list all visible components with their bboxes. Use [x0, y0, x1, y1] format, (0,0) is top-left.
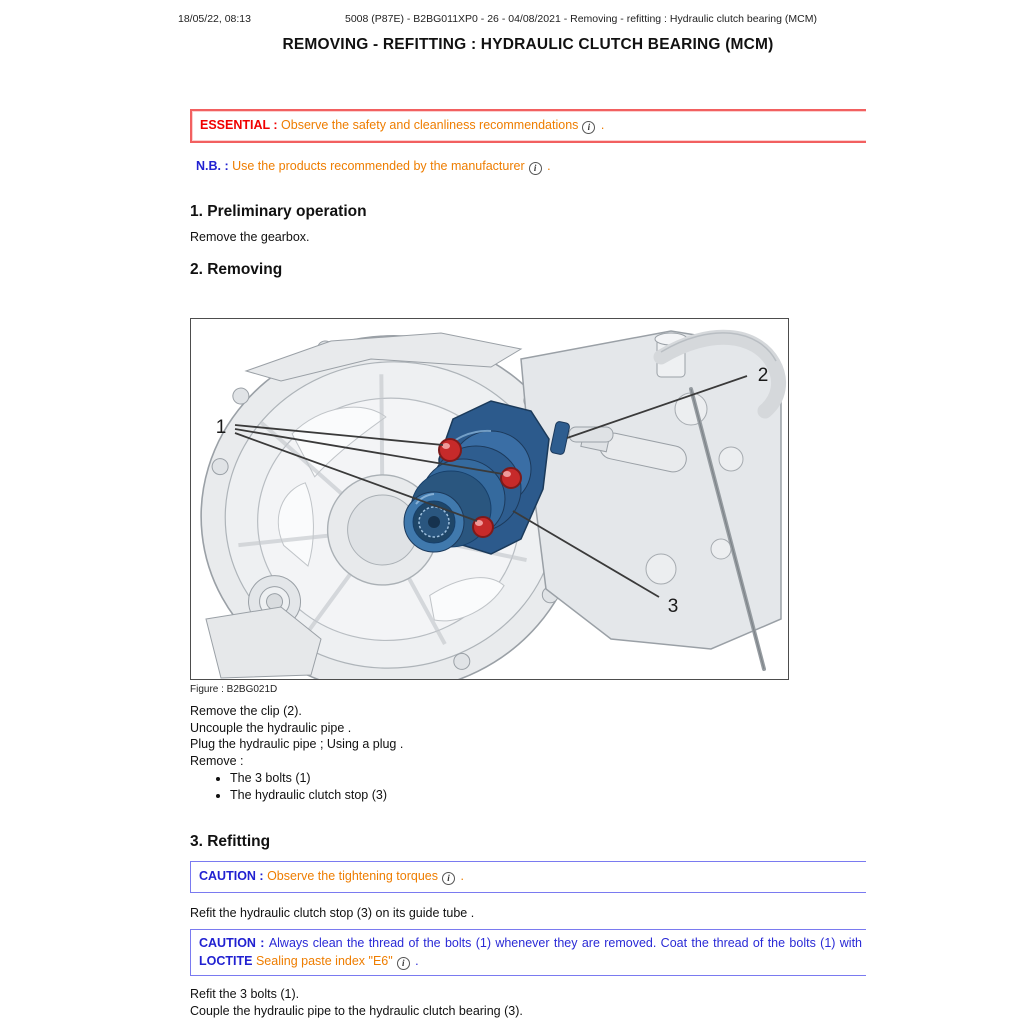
- caution2-text-blue: Always clean the thread of the bolts (1) whenever they are removed. Coat the thread of the bolts (1) with: [268, 936, 863, 950]
- step-line: Uncouple the hydraulic pipe .: [190, 720, 352, 735]
- bullet-text: The 3 bolts (1): [230, 770, 311, 785]
- figure: [190, 318, 789, 695]
- section-2-heading: 2. Removing: [190, 261, 283, 278]
- caution-suffix: .: [457, 869, 464, 883]
- caution-separator: :: [255, 936, 269, 950]
- refit-final-steps: [190, 986, 523, 1019]
- list-item: [230, 770, 403, 787]
- bullet-text: The hydraulic clutch stop (3): [230, 788, 388, 803]
- step-line: Remove :: [190, 754, 244, 769]
- figure-label-1: 1: [215, 417, 227, 438]
- caution2-text-orange: Sealing paste index "E6": [255, 953, 393, 968]
- caution-text: Observe the tightening torques: [267, 869, 439, 883]
- removing-bullet-list: [190, 770, 403, 804]
- essential-separator: :: [269, 118, 282, 132]
- info-icon[interactable]: i: [582, 121, 595, 134]
- header-docref: 5008 (P87E) - B2BG011XP0 - 26 - 04/08/2021 - Removing - refitting : Hydraulic clutch bearing (MCM): [345, 13, 817, 25]
- caution-label: CAUTION: [199, 936, 256, 950]
- removing-steps: [190, 703, 403, 804]
- info-icon[interactable]: i: [442, 872, 455, 885]
- gearbox-block: [521, 331, 781, 669]
- caution2-line1: [199, 935, 862, 953]
- nb-note: [196, 159, 551, 175]
- caution-box-2: [190, 929, 866, 976]
- nb-text: Use the products recommended by the manufacturer: [232, 159, 525, 173]
- section-1-body: Remove the gearbox.: [190, 230, 310, 244]
- figure-label-2: 2: [757, 365, 769, 386]
- gearbox-diagram: [191, 319, 788, 679]
- nb-label: N.B.: [196, 159, 221, 173]
- step-line: Plug the hydraulic pipe ; Using a plug .: [190, 737, 404, 752]
- info-icon[interactable]: i: [397, 957, 410, 970]
- caution-separator: :: [255, 869, 268, 883]
- nb-separator: :: [221, 159, 233, 173]
- caution-box-1: [190, 861, 866, 893]
- caution-label: CAUTION: [199, 869, 256, 883]
- refit-step-1: Refit the hydraulic clutch stop (3) on its guide tube .: [190, 906, 475, 920]
- page-title: REMOVING - REFITTING : HYDRAULIC CLUTCH BEARING (MCM): [282, 36, 774, 53]
- figure-label-3: 3: [667, 596, 679, 617]
- header-datetime: 18/05/22, 08:13: [178, 13, 251, 25]
- essential-suffix: .: [597, 118, 605, 132]
- caution2-suffix: .: [411, 953, 419, 968]
- figure-caption: Figure : B2BG021D: [190, 684, 278, 695]
- step-line: Refit the 3 bolts (1).: [190, 987, 300, 1001]
- essential-label: ESSENTIAL: [200, 118, 270, 132]
- section-3-heading: 3. Refitting: [190, 833, 271, 850]
- loctite-label: LOCTITE: [199, 953, 253, 968]
- essential-box: [190, 109, 866, 143]
- section-1-heading: 1. Preliminary operation: [190, 203, 367, 220]
- essential-text: Observe the safety and cleanliness recommendations: [281, 118, 579, 132]
- caution2-line2: [199, 953, 866, 971]
- list-item: [230, 787, 403, 804]
- step-line: Remove the clip (2).: [190, 704, 302, 718]
- step-line: Couple the hydraulic pipe to the hydraulic clutch bearing (3).: [190, 1003, 523, 1018]
- nb-suffix: .: [543, 159, 551, 173]
- info-icon[interactable]: i: [529, 162, 542, 175]
- figure-frame: [190, 318, 789, 680]
